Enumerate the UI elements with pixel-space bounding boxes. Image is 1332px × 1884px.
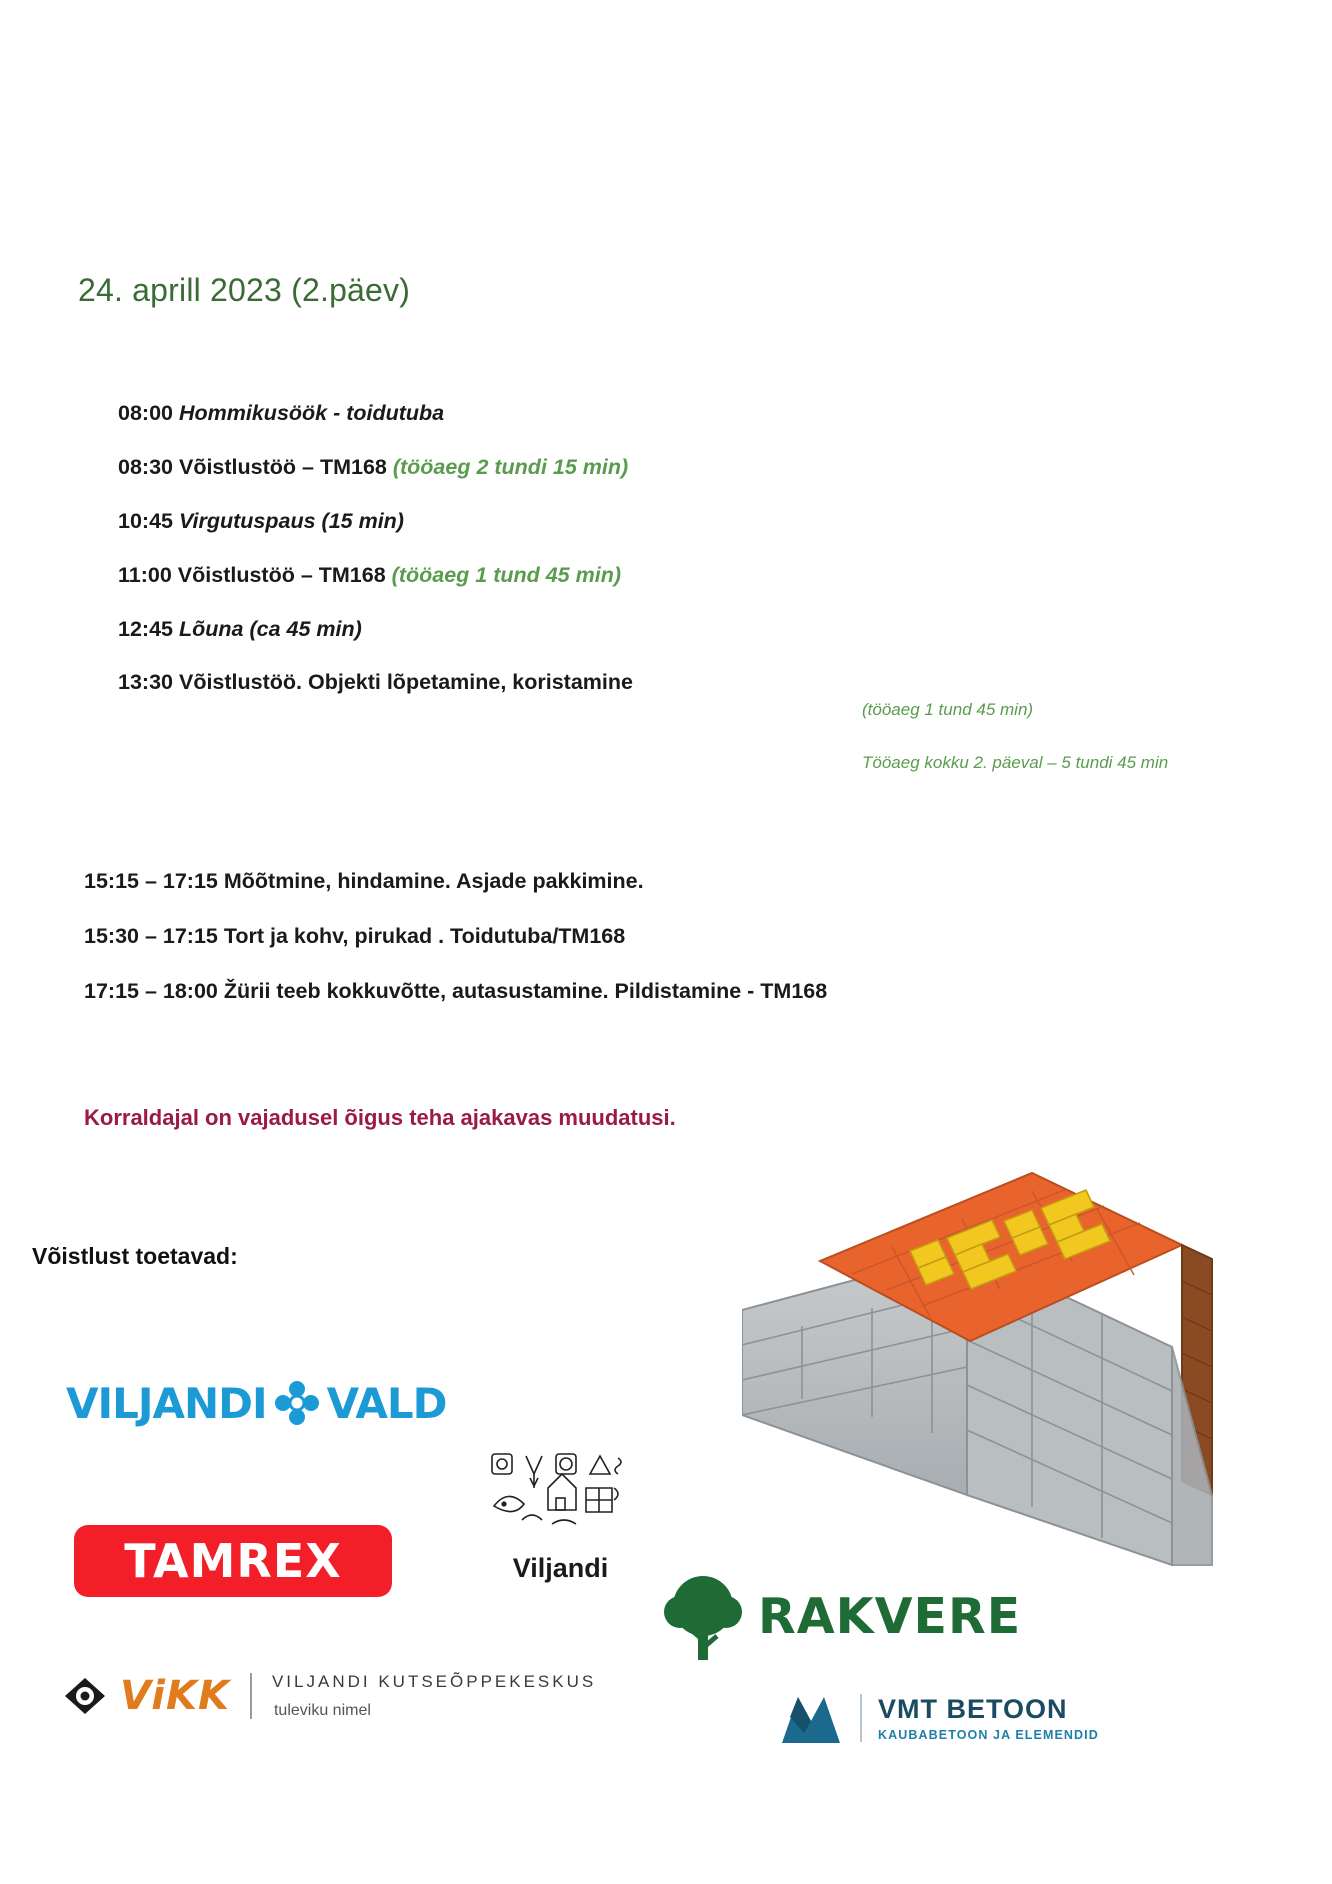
schedule-time: 10:45 (118, 508, 173, 533)
divider (250, 1673, 252, 1719)
afternoon-item: 17:15 – 18:00 Žürii teeb kokkuvõtte, autasustamine. Pildistamine - TM168 (84, 978, 828, 1003)
schedule-time: 12:45 (118, 616, 173, 641)
vikk-wordmark: ViKK (120, 1673, 230, 1719)
divider (860, 1694, 862, 1742)
schedule-time: 13:30 (118, 670, 173, 695)
schedule-title: Võistlustöö – TM168 (177, 562, 386, 587)
tamrex-text: TAMREX (124, 1534, 342, 1588)
vmt-name: VMT BETOON (878, 1693, 1068, 1724)
schedule-time: 08:00 (118, 401, 173, 425)
schedule-item (118, 508, 1268, 535)
tree-icon (660, 1570, 746, 1662)
schedule-note: (tööaeg 2 tundi 15 min) (392, 454, 629, 479)
afternoon-item: 15:30 – 17:15 Tort ja kohv, pirukad . Toidutuba/TM168 (84, 923, 626, 948)
viljandi-linn-text: Viljandi (512, 1553, 609, 1583)
logo-rakvere (660, 1570, 1022, 1662)
logo-viljandi-vald (66, 1372, 447, 1434)
schedule-title: Lõuna (ca 45 min) (178, 616, 362, 641)
side-note-worktime: (tööaeg 1 tund 45 min) (862, 700, 1034, 719)
schedule-list (118, 400, 1268, 723)
afternoon-item: 15:15 – 17:15 Mõõtmine, hindamine. Asjade pakkimine. (84, 869, 644, 893)
schedule-item (118, 454, 1268, 481)
vikk-slogan: tuleviku nimel (273, 1701, 371, 1719)
viljandi-doodle-icon (486, 1531, 636, 1548)
schedule-item (118, 400, 1268, 427)
schedule-item (118, 669, 1268, 696)
viljandi-vald-left-text: VILJANDI (66, 1378, 267, 1428)
logo-viljandi-linn (468, 1448, 653, 1596)
schedule-item (118, 562, 1268, 589)
vmt-mountain-icon (778, 1691, 844, 1745)
logo-vikk (60, 1658, 688, 1734)
afternoon-schedule (84, 868, 1284, 1033)
vikk-fullname-block (272, 1671, 596, 1722)
brick-wall-illustration (742, 1165, 1242, 1625)
vmt-subtitle: KAUBABETOON JA ELEMENDID (878, 1728, 1099, 1743)
vikk-fullname: VILJANDI KUTSEÕPPEKESKUS (271, 1671, 597, 1691)
rakvere-text: RAKVERE (758, 1587, 1022, 1645)
schedule-title: Virgutuspaus (15 min) (178, 508, 404, 533)
flower-icon (273, 1379, 321, 1427)
vmt-text-block (878, 1693, 1099, 1743)
schedule-note: (tööaeg 1 tund 45 min) (391, 562, 621, 587)
logo-tamrex (74, 1525, 392, 1597)
page-title: 24. aprill 2023 (2.päev) (78, 272, 411, 308)
side-note-total: Tööaeg kokku 2. päeval – 5 tundi 45 min (862, 753, 1169, 772)
schedule-item (118, 616, 1268, 643)
supporters-heading: Võistlust toetavad: (32, 1243, 238, 1269)
schedule-title: Võistlustöö – TM168 (178, 454, 387, 479)
schedule-title: Hommikusöök - toidutuba (178, 401, 445, 425)
logo-vmt-betoon (778, 1682, 1138, 1754)
schedule-title: Võistlustöö. Objekti lõpetamine, koristamine (178, 670, 633, 695)
schedule-time: 08:30 (118, 454, 173, 479)
eye-icon (60, 1674, 110, 1718)
schedule-time: 11:00 (118, 562, 172, 587)
viljandi-vald-right-text: VALD (326, 1378, 447, 1428)
organizer-notice: Korraldajal on vajadusel õigus teha ajakavas muudatusi. (84, 1105, 676, 1130)
